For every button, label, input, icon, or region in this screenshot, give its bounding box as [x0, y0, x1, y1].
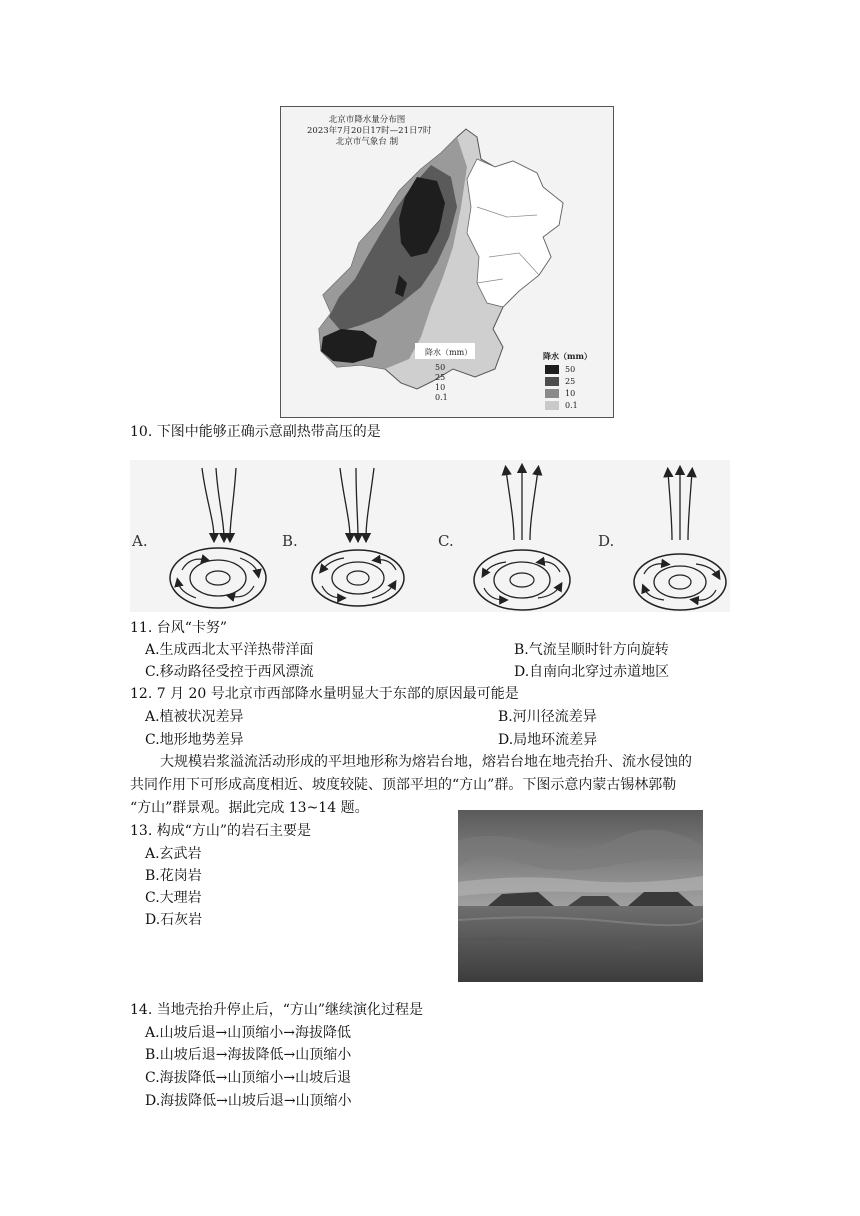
option-d-label: D. [598, 532, 615, 550]
passage-line: 共同作用下可形成高度相近、坡度较陡、顶部平坦的“方山”群。下图示意内蒙古锡林郭勒 [130, 777, 677, 793]
q13-option-d: D.石灰岩 [145, 912, 203, 928]
map-title-line: 2023年7月20日17时—21日7时 [307, 126, 432, 136]
precipitation-map [280, 106, 614, 418]
q12-stem: 12. 7 月 20 号北京市西部降水量明显大于东部的原因最可能是 [130, 686, 519, 702]
option-a-diagram [170, 468, 266, 608]
inset-legend-title: 降水（mm） [425, 348, 473, 357]
pressure-diagram-svg [130, 460, 730, 612]
q11-option-b: B.气流呈顺时针方向旋转 [514, 642, 669, 658]
map-region-east [467, 159, 563, 307]
q14-option-b: B.山坡后退→海拔降低→山顶缩小 [145, 1047, 352, 1063]
main-legend-value: 25 [565, 377, 576, 386]
option-b-diagram [312, 468, 404, 606]
q11-option-c: C.移动路径受控于西风漂流 [145, 664, 314, 680]
option-b-label: B. [282, 532, 298, 550]
legend-swatch-10 [545, 389, 559, 398]
legend-swatch-01 [545, 401, 559, 410]
main-legend-title: 降水（mm） [543, 351, 592, 361]
q11-option-d: D.自南向北穿过赤道地区 [514, 664, 670, 680]
q13-option-b: B.花岗岩 [145, 868, 202, 884]
legend-swatch-50 [545, 365, 559, 374]
option-a-label: A. [132, 532, 148, 550]
q13-option-a: A.玄武岩 [145, 846, 202, 862]
mesa-photo-svg [458, 810, 703, 982]
main-legend-value: 0.1 [565, 401, 578, 410]
inset-legend-value: 25 [435, 373, 446, 382]
q13-option-c: C.大理岩 [145, 890, 202, 906]
q14-stem: 14. 当地壳抬升停止后，“方山”继续演化过程是 [130, 1002, 424, 1018]
map-title-line: 北京市降水量分布图 [328, 115, 406, 125]
passage-line: 大规模岩浆溢流活动形成的平坦地形称为熔岩台地，熔岩台地在地壳抬升、流水侵蚀的 [160, 754, 692, 770]
pressure-diagrams [130, 460, 730, 612]
q11-option-a: A.生成西北太平洋热带洋面 [145, 642, 314, 658]
q14-option-d: D.海拔降低→山坡后退→山顶缩小 [145, 1093, 352, 1109]
inset-legend-value: 50 [435, 363, 446, 372]
option-c-diagram [474, 468, 570, 610]
main-legend-value: 50 [565, 365, 576, 374]
q14-option-c: C.海拔降低→山顶缩小→山坡后退 [145, 1070, 352, 1086]
mesa-landscape-photo [458, 810, 703, 982]
legend-swatch-25 [545, 377, 559, 386]
passage-line: “方山”群景观。据此完成 13~14 题。 [130, 800, 369, 816]
option-d-diagram [634, 470, 726, 610]
q12-option-a: A.植被状况差异 [145, 709, 244, 725]
beijing-map-svg [281, 107, 613, 417]
q13-stem: 13. 构成“方山”的岩石主要是 [130, 823, 312, 839]
q12-option-d: D.局地环流差异 [498, 732, 598, 748]
map-title-line: 北京市气象台 制 [335, 137, 399, 147]
q12-option-b: B.河川径流差异 [498, 709, 597, 725]
option-c-label: C. [438, 532, 454, 550]
q10-stem: 10. 下图中能够正确示意副热带高压的是 [130, 424, 381, 440]
inset-legend-value: 10 [435, 383, 446, 392]
q14-option-a: A.山坡后退→山顶缩小→海拔降低 [145, 1025, 352, 1041]
inset-legend-value: 0.1 [435, 393, 448, 402]
q12-option-c: C.地形地势差异 [145, 732, 244, 748]
q11-stem: 11. 台风“卡努” [130, 620, 228, 636]
main-legend-value: 10 [565, 389, 576, 398]
